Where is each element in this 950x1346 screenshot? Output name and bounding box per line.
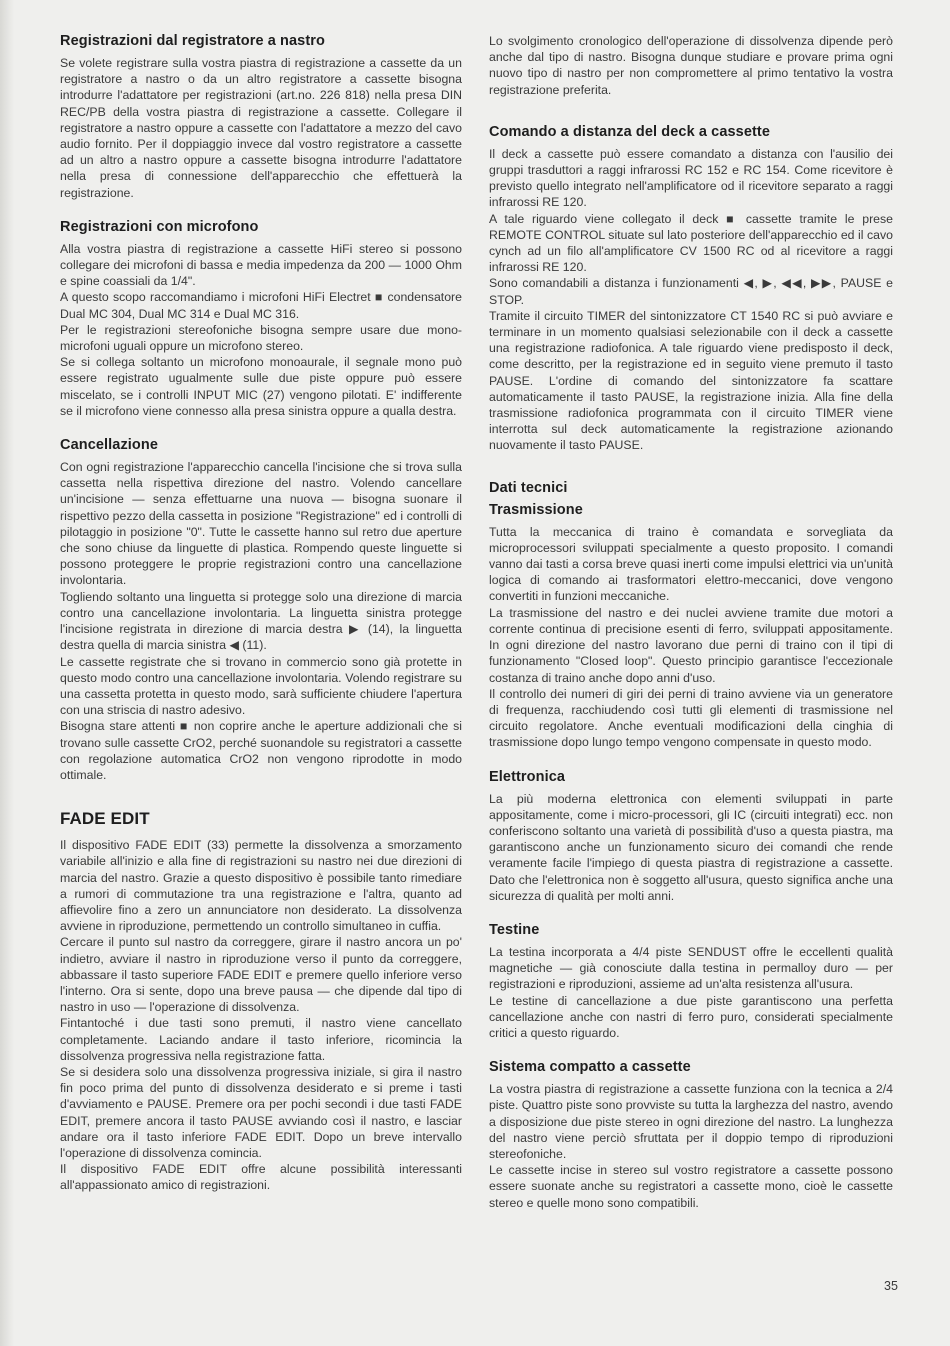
section-registrazioni-dal-registratore-a-nastro (60, 33, 462, 201)
paragraph: Con ogni registrazione l'apparecchio cancella l'incisione che si trova sulla cassetta nella rispettiva direzione del nastro. Volendo cancellare un'incisione — senza effettuarne una nuova — bisogna suonare il rispettivo pezzo della cassetta in posizione "Registrazione" ed i controlli di pilotaggio in posizione "0". Tutte le cassette hanno sul retro due aperture che sono chiuse da linguette di plastica. Rompendo queste linguette si possono proteggere le proprie registrazioni contro una cancellazione involontaria. (60, 460, 462, 588)
section-comando-a-distanza-del-deck-a-cassette (489, 124, 893, 454)
section-cancellazione (60, 437, 462, 783)
paragraph: Le testine di cancellazione a due piste garantiscono una perfetta cancellazione anche con nastri di ferro puro, considerati specialmente critici a questo riguardo. (489, 993, 893, 1040)
paragraph: Alla vostra piastra di registrazione a cassette HiFi stereo si possono collegare dei microfoni di bassa e media impedenza da 200 — 1000 Ohm e spine coassiali da 1/4". (60, 241, 462, 289)
right-column (489, 33, 893, 1229)
section-dati-tecnici (489, 480, 893, 751)
section-intro (489, 33, 893, 98)
paragraph: Fintantoché i due tasti sono premuti, il nastro viene cancellato completamente. Laciando andare il tasto inferiore, ricomincia la dissolvenza progressiva nella registrazione fatta. (60, 1016, 462, 1063)
section-heading: Registrazioni dal registratore a nastro (60, 33, 325, 49)
paragraph: Il controllo dei numeri di giri dei perni di traino avviene via un generatore di frequenza, racchiudendo così tutti gli elementi di trasmissione nel circuito regolatore. Anche eventuali modificazioni della cinghia di trasmissione dopo lungo tempo vengono compensate in questo modo. (489, 686, 893, 750)
paragraph: Se si desidera solo una dissolvenza progressiva iniziale, si gira il nastro fin poco prima del punto di dissolvenza desiderato e si preme i tasti d'avviamento e PAUSE. Premere ora per pochi secondi i due tasti FADE EDIT, premere ancora il tasto PAUSE avviando così il nastro, e lasciar andare ora il tasto inferiore FADE EDIT. Dopo un breve intervallo l'operazione di dissolvenza comincia. (60, 1064, 462, 1160)
paragraph: Le cassette registrate che si trovano in commercio sono già protette in questo modo contro una cancellazione involontaria. Volendo registrare su una cassetta protetta in questo modo, sarà sufficiente chiudere l'apertura con una striscia di nastro adesivo. (60, 654, 462, 718)
paragraph: A tale riguardo viene collegato il deck ■ cassette tramite le prese REMOTE CONTROL situate sul lato posteriore dell'apparecchio ed il cavo cynch ad un filo all'amplificatore CV 1500 RC od al ricevitore a raggi infrarossi RE 120. (489, 211, 893, 275)
paragraph: Tutta la meccanica di traino è comandata e sorvegliata da microprocessori sviluppati specialmente a questo proposito. I comandi vanno dai tasti a corsa breve quasi inerti come impulsi elettrici via un'unità logica di comando ai trasformatori elettro-meccanici, dove vengono convertiti in funzioni meccaniche. (489, 524, 893, 604)
paragraph: Il dispositivo FADE EDIT offre alcune possibilità interessanti all'appassionato amico di registrazioni. (60, 1162, 462, 1193)
section-heading: Testine (489, 921, 540, 938)
section-registrazioni-con-microfono (60, 219, 462, 419)
section-elettronica (489, 769, 893, 904)
section-heading: Dati tecnici (489, 479, 568, 496)
paragraph: Per le registrazioni stereofoniche bisogna sempre usare due mono-microfoni uguali oppure un microfono stereo. (60, 322, 462, 354)
left-column (60, 33, 462, 1212)
paragraph: Se si collega soltanto un microfono monoaurale, il segnale mono può essere registrato ugualmente sulle due piste oppure può essere miscelato, se i controlli INPUT MIC (27) vengono pilotati. E' indifferente se il microfono viene connesso alla presa sinistra oppure a qualla destra. (60, 355, 462, 418)
section-heading: Elettronica (489, 768, 566, 785)
section-subheading: Trasmissione (489, 501, 583, 518)
paragraph: La più moderna elettronica con elementi sviluppati in parte appositamente, come i micro-processori, gli IC (circuiti integrati) ecc. non conferiscono soltanto una varietà di possibilità d'uso a questa piastra, ma garantiscono anche un funzionamento sicuro dei comandi che rende veramente facile l'impiego di questa piastra di registrazione a cassette. Dato che l'elettronica non è soggetto all'usura, questo significa anche una sicurezza di qualità per molti anni. (489, 791, 893, 903)
paragraph: Il dispositivo FADE EDIT (33) permette la dissolvenza a smorzamento variabile all'inizio e alla fine di registrazioni su nastro nei due direzioni di marcia del nastro. Grazie a questo dispositivo è possibile tanto rimediare a rumori di commutazione tra una registrazione e l'altra, quanto ad affievolire fino a zero un annunciatore non desiderato. La dissolvenza avviene in riproduzione, permettendo un controllo simultaneo in cuffia. (60, 838, 462, 934)
paragraph: Lo svolgimento cronologico dell'operazione di dissolvenza dipende però anche dal tipo di nastro. Bisogna dunque studiare e provare prima ogni nuovo tipo di nastro per non compromettere al primo tentativo la vostra registrazione preferita. (489, 34, 893, 97)
section-heading: FADE EDIT (60, 809, 150, 829)
paragraph: Tramite il circuito TIMER del sintonizzatore CT 1540 RC si può avviare e terminare in un momento qualsiasi selezionabile con il deck a cassette una registrazione radiofonica. A tale riguardo viene predisposto il deck, come descritto, per la registrazione ed in seguito viene premuto il tasto PAUSE. L'ordine di comando del sintonizzatore fa scattare automaticamente il tasto PAUSE, la registrazione inizia. Alla fine della trasmissione radiofonica programmata con il circuito TIMER viene interrotta sul deck automaticamente la registrazione azionando nuovamente il tasto PAUSE. (489, 308, 893, 453)
paragraph: Il deck a cassette può essere comandato a distanza con l'ausilio dei gruppi trasduttori a raggi infrarossi RC 152 e RC 154. Come ricevitore è previsto quello integrato nell'amplificatore od il ricevitore separato a raggi infrarossi RE 120. (489, 146, 893, 210)
section-heading: Cancellazione (60, 437, 158, 454)
section-heading: Sistema compatto a cassette (489, 1059, 691, 1076)
section-sistema-compatto-a-cassette (489, 1059, 893, 1211)
paragraph: Le cassette incise in stereo sul vostro registratore a cassette possono essere suonate anche su registratori a cassette mono, cioè le cassette stereo e quelle mono sono compatibili. (489, 1163, 893, 1210)
paragraph: Togliendo soltanto una linguetta si protegge solo una direzione di marcia contro una cancellazione involontaria. La linguetta sinistra protegge l'incisione registrata in direzione di marcia destra ▶ (14), la linguetta destra quella di marcia sinistra ◀ (11). (60, 589, 462, 653)
page-spine-shadow (0, 0, 14, 1346)
section-heading: Registrazioni con microfono (60, 218, 259, 235)
paragraph: Se volete registrare sulla vostra piastra di registrazione a cassette da un registratore a nastro o da un altro registratore a cassette bisogna introdurre l'adattatore per registrazioni (art.no. 226 818) nella presa DIN REC/PB della vostra piastra di registrazione a cassette. Collegare il registratore a nastro oppure a cassette con l'adattatore a mezzo del cavo audio fornito. Per il doppiaggio invece dal vostro registratore a cassette ad un altro a nastro oppure a cassette bisogna introdurre l'adattatore nella presa di connessione dell'apparecchio che effettuerà la registrazione. (60, 56, 462, 200)
paragraph: La testina incorporata a 4/4 piste SENDUST offre le eccellenti qualità magnetiche — già conosciute dalla testina in permalloy duro — per registrazioni e riproduzioni, assieme ad un'alta resistenza all'usura. (489, 944, 893, 992)
paragraph: A questo scopo raccomandiamo i microfoni HiFi Electret ■ condensatore Dual MC 304, Dual MC 314 e Dual MC 316. (60, 290, 462, 321)
paragraph: La trasmissione del nastro e dei nuclei avviene tramite due motori a corrente continua di precisione esenti di ferro, sviluppati appositamente. In ogni direzione del nastro lavorano due perni di traino con il tipi di funzionamento "Closed loop". Questo principio garantisce l'eccezionale costanza di traino anche dopo anni d'uso. (489, 605, 893, 685)
page-number: 35 (884, 1279, 898, 1293)
paragraph: La vostra piastra di registrazione a cassette funziona con la tecnica a 2/4 piste. Quattro piste sono provviste su tutta la larghezza del nastro, avendo a disposizione due piste stereo in ogni direzione del nastro. La lunghezza del nastro viene perciò sfruttata per il doppio tempo di riproduzioni stereofoniche. (489, 1082, 893, 1161)
paragraph: Cercare il punto sul nastro da correggere, girare il nastro ancora un po' indietro, avviare il nastro in riproduzione verso il punto da correggere, abbassare il tasto superiore FADE EDIT e premere quello inferiore verso l'interno. Ora si sente, dopo una breve pausa — che dipende dal tipo di nastro in uso — l'operazione di dissolvenza. (60, 935, 462, 1015)
paragraph: Bisogna stare attenti ■ non coprire anche le aperture addizionali che si trovano sulle cassette CrO2, perché suonandole su registratori a cassette con regolazione automatica CrO2 non vengono riprodotte in modo ottimale. (60, 719, 462, 782)
section-testine (489, 922, 893, 1041)
paragraph: Sono comandabili a distanza i funzionamenti ◀, ▶, ◀◀, ▶▶, PAUSE e STOP. (489, 276, 893, 307)
section-heading: Comando a distanza del deck a cassette (489, 123, 771, 140)
section-fade-edit (60, 809, 462, 1193)
